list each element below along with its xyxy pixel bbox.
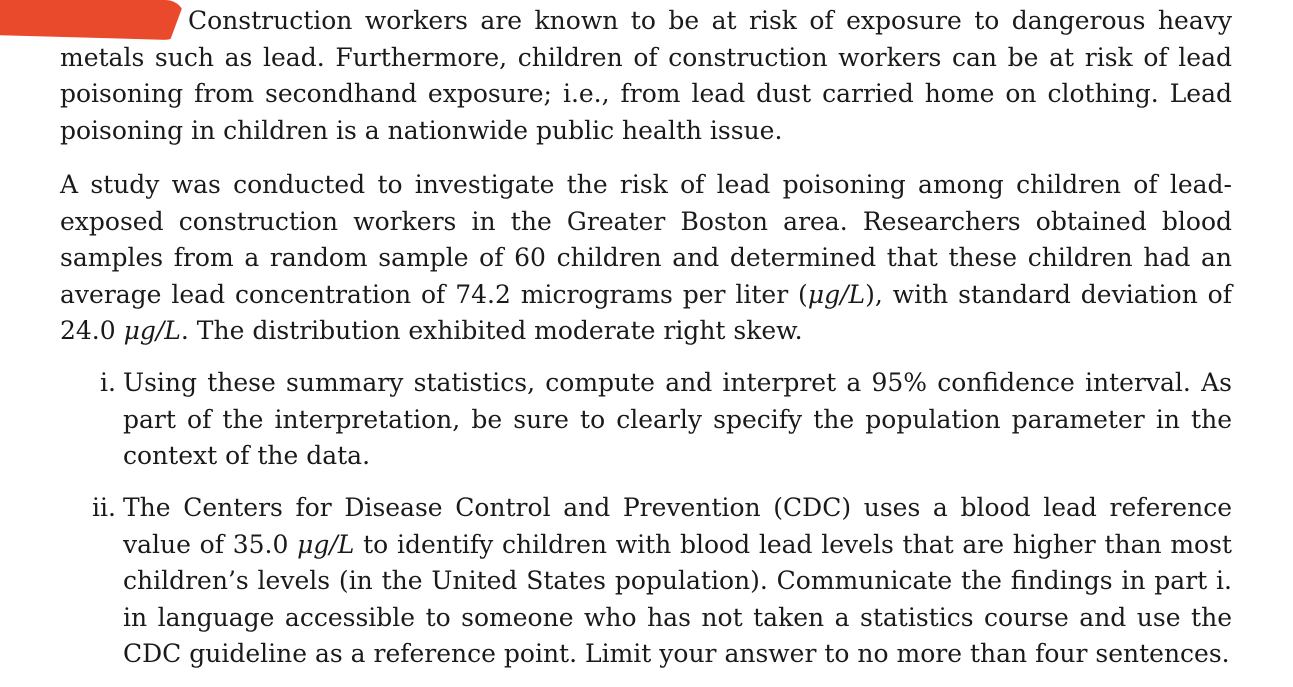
unit-microgram-per-liter: μg/L: [807, 279, 866, 309]
study-text-end: . The distribution exhibited moderate right skew.: [180, 316, 803, 345]
intro-paragraph: Construction workers are known to be at risk of exposure to dangerous heavy metals such as lead. Furthermore, children of construction workers can be at risk of lead poisoning from secondhand exposure; i.e., from lead dust carried home on clothing. Lead poisoning in children is a nationwide public health issue.: [60, 6, 1232, 145]
unit-microgram-per-liter: μg/L: [297, 529, 355, 559]
item-text-end: to identify children with blood lead levels that are higher than most children’s levels (in the United States population). Communicate the findings in part i. in language accessible to someone who has not taken a statistics course and use the CDC guideline as a reference point. Limit your answer to no more than four sentences.: [123, 529, 1232, 668]
study-text-middle: ), with standard deviation of 24.0: [60, 279, 1232, 345]
item-text: [123, 490, 1232, 673]
item-text-start: The Centers for Disease Control and Prevention (CDC) uses a blood lead reference value of 35.0: [123, 493, 1232, 559]
item-number: ii.: [92, 493, 116, 522]
item-text: Using these summary statistics, compute and interpret a 95% confidence interval. As part of the interpretation, be sure to clearly specify the population parameter in the context of the data.: [123, 368, 1232, 470]
study-text-start: A study was conducted to investigate the risk of lead poisoning among children of lead-exposed construction workers in the Greater Boston area. Researchers obtained blood samples from a random sample of 60 children and determined that these children had an average lead concentration of 74.2 micrograms per liter (: [60, 170, 1232, 309]
item-number: i.: [100, 368, 116, 397]
unit-microgram-per-liter: μg/L: [123, 316, 181, 345]
study-paragraph: [60, 167, 1232, 350]
